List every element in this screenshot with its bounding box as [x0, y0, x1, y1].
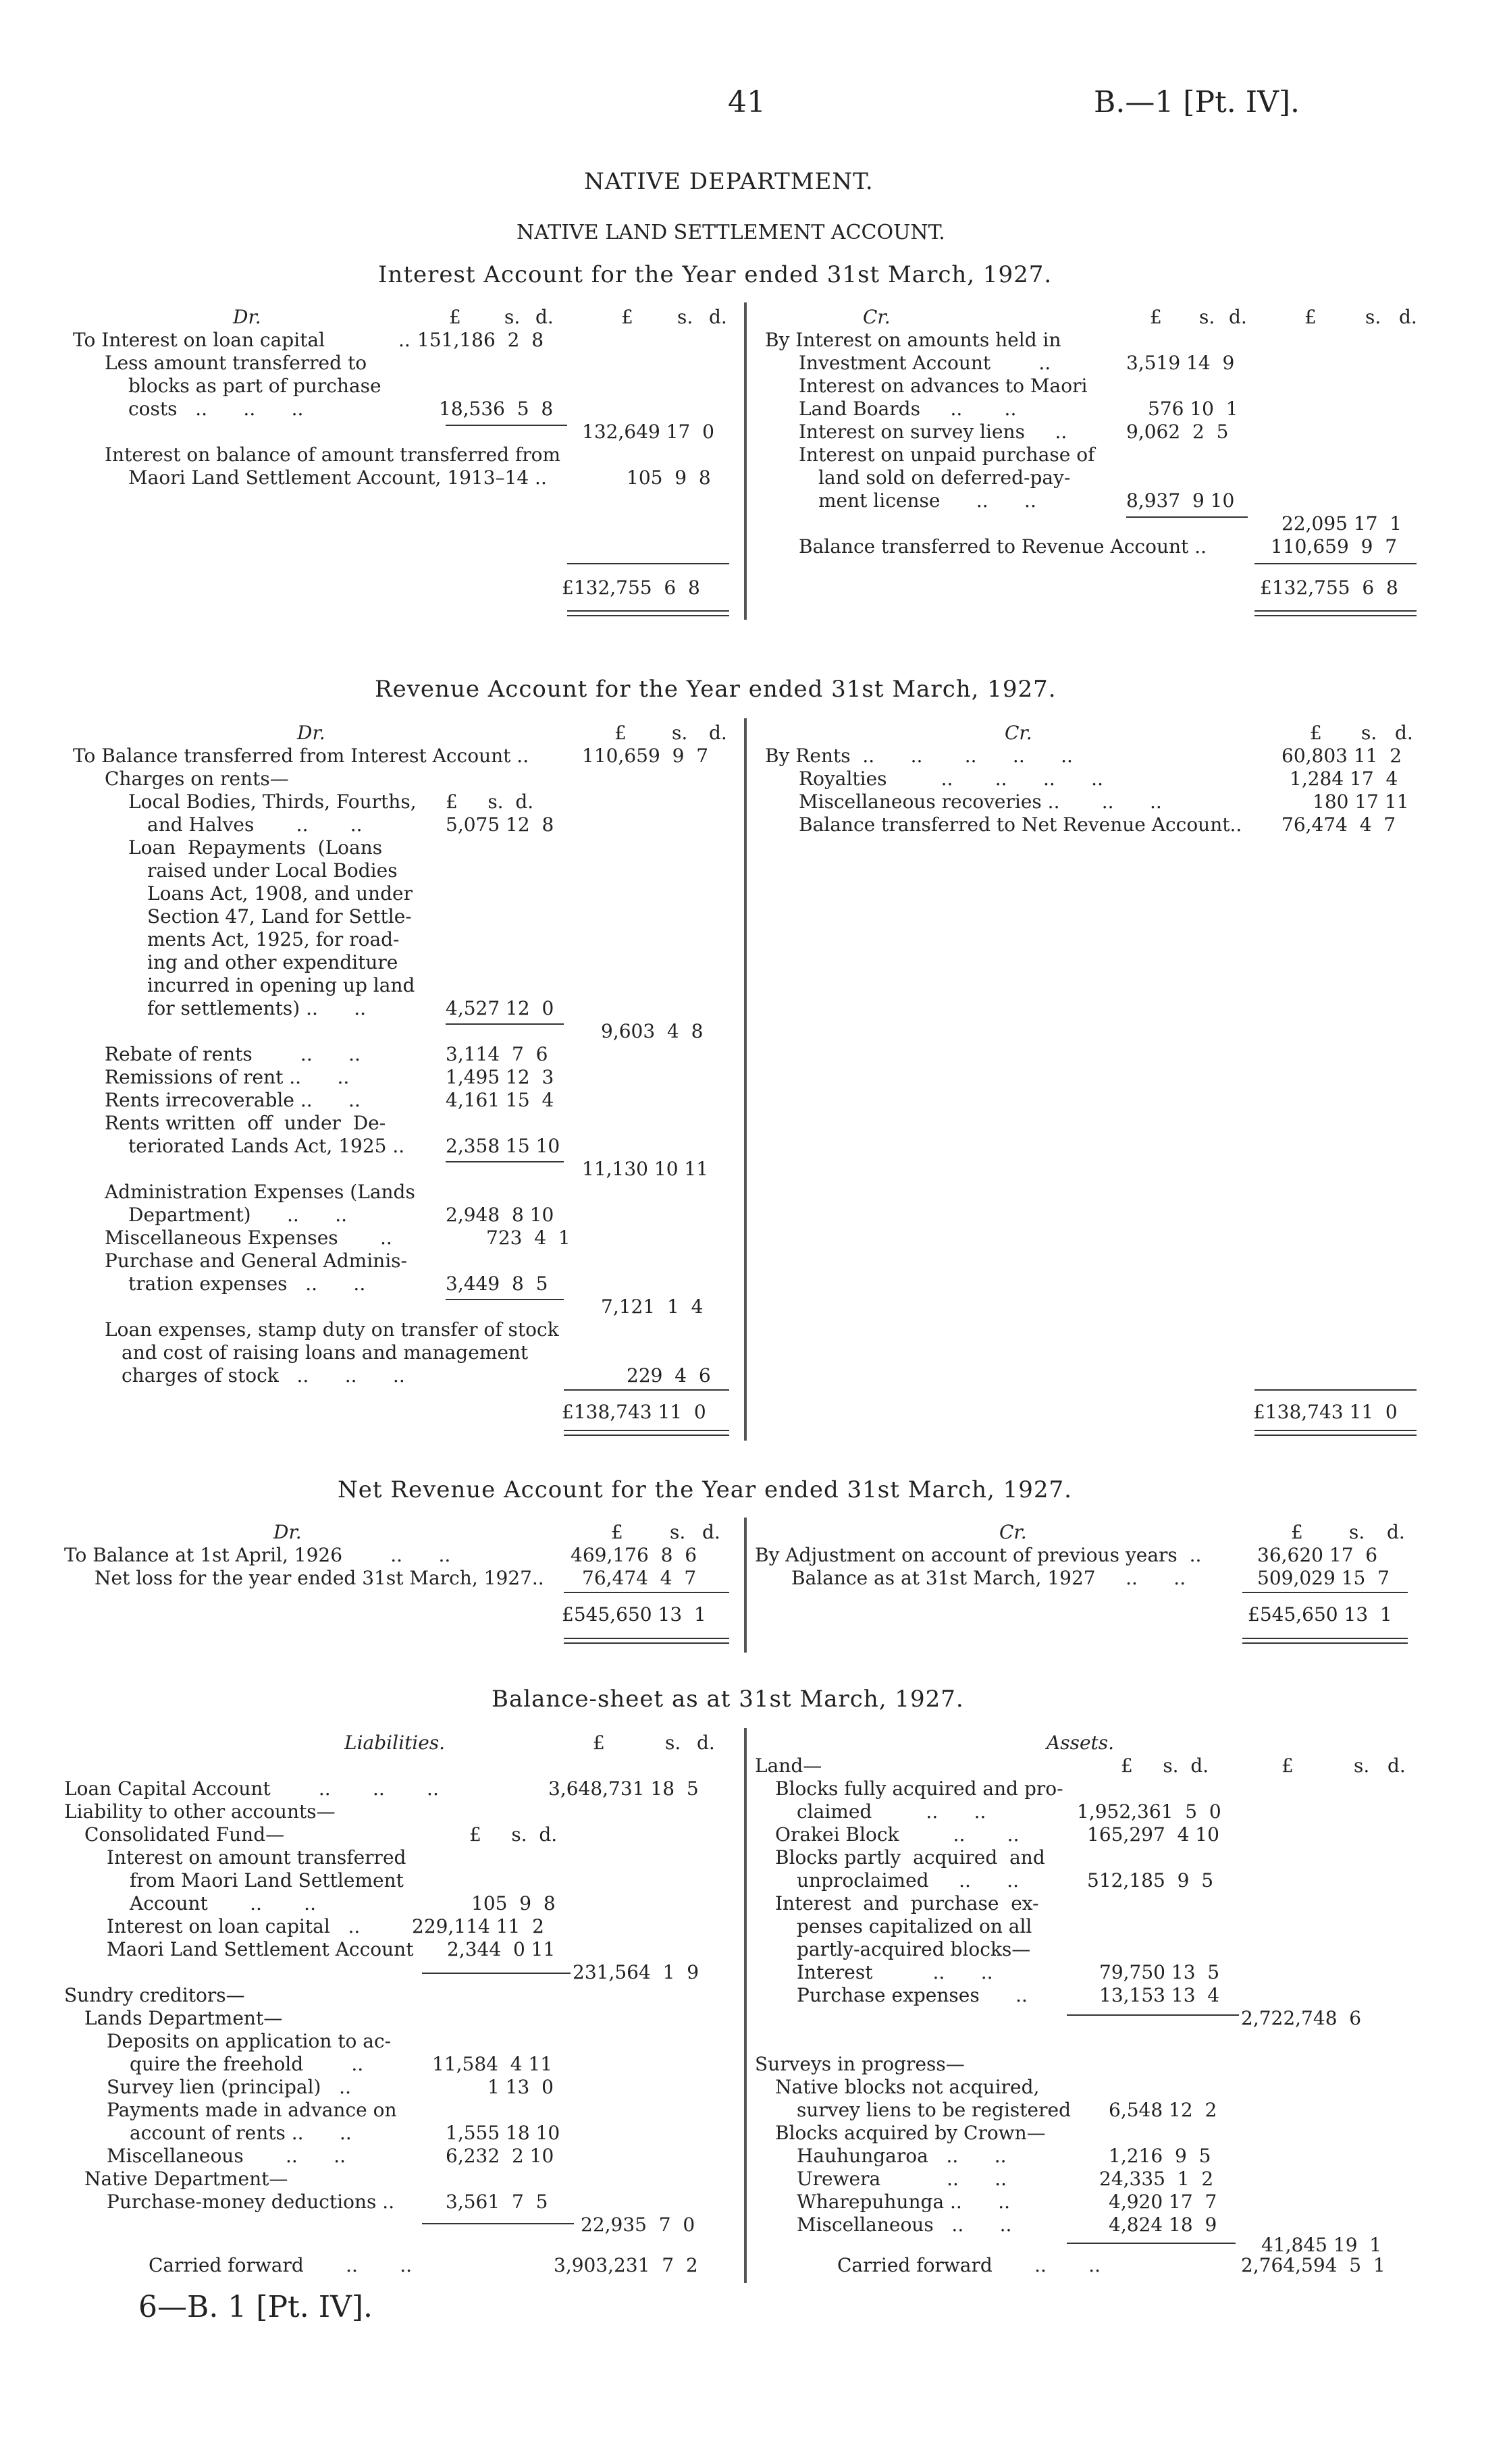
col-shillings: s.: [1365, 306, 1381, 328]
subtotal-rule: [446, 1161, 564, 1162]
entry-amount: 105 9 8: [471, 1892, 556, 1914]
total-double-rule: [564, 1430, 729, 1431]
col-pounds: £: [1150, 306, 1162, 328]
carried-forward-amount: 2,764,594 5 1: [1241, 2254, 1385, 2276]
entry-label: Local Bodies, Thirds, Fourths,: [128, 791, 417, 813]
entry-amount: 7,121 1 4: [601, 1295, 704, 1318]
col-pounds: £: [611, 1521, 623, 1543]
entry-label: Miscellaneous .. ..: [107, 2145, 346, 2167]
entry-label: Blocks acquired by Crown—: [775, 2122, 1046, 2144]
entry-label: Loan Repayments (Loans: [128, 836, 383, 859]
col-pence: d.: [702, 1521, 720, 1543]
entry-label: Purchase and General Adminis-: [105, 1250, 407, 1272]
entry-amount: 76,474 4 7: [582, 1567, 697, 1589]
col-pence: d.: [697, 1732, 715, 1754]
entry-label: unproclaimed .. ..: [797, 1869, 1020, 1892]
entry-amount: 1,555 18 10: [446, 2122, 560, 2144]
entry-amount: 8,937 9 10: [1126, 489, 1235, 512]
column-divider: [744, 1518, 747, 1653]
total-double-rule: [564, 1642, 729, 1644]
debit-heading: Dr.: [233, 306, 261, 328]
entry-amount: 1,495 12 3: [446, 1066, 554, 1088]
entry-label: Interest on amount transferred: [107, 1846, 406, 1869]
entry-amount: 6,232 2 10: [446, 2145, 554, 2167]
col-pence: d.: [1399, 306, 1417, 328]
col-pounds: £: [614, 722, 627, 744]
entry-label: penses capitalized on all: [797, 1915, 1032, 1937]
col-pounds: £: [1304, 306, 1317, 328]
col-heading: £ s. d.: [446, 791, 534, 813]
entry-label: Native Department—: [84, 2168, 288, 2190]
total-rule: [564, 1592, 729, 1593]
entry-label: blocks as part of purchase: [128, 375, 381, 397]
entry-amount: 509,029 15 7: [1257, 1567, 1390, 1589]
entry-amount: 4,920 17 7: [1109, 2191, 1217, 2213]
entry-label: To Balance at 1st April, 1926 .. ..: [64, 1544, 451, 1566]
column-divider: [744, 1728, 747, 2283]
total-double-rule: [564, 1638, 729, 1639]
entry-label: Blocks partly acquired and: [775, 1846, 1045, 1869]
subtotal-rule: [446, 425, 567, 426]
col-pounds: £: [1291, 1521, 1303, 1543]
entry-amount: 3,114 7 6: [446, 1043, 548, 1065]
entry-label: By Interest on amounts held in: [765, 329, 1061, 351]
col-pence: d.: [1387, 1755, 1406, 1777]
entry-label: Interest on balance of amount transferred from: [105, 444, 561, 466]
col-shillings: s.: [504, 306, 521, 328]
total-rule: [567, 563, 729, 564]
entry-amount: 4,161 15 4: [446, 1089, 554, 1111]
entry-amount: 2,722,748 6: [1241, 2007, 1362, 2029]
credit-total: £138,743 11 0: [1253, 1401, 1398, 1423]
entry-amount: 3,648,731 18 5: [548, 1777, 699, 1800]
carried-forward-amount: 3,903,231 7 2: [554, 2254, 698, 2276]
entry-amount: 132,649 17 0: [582, 421, 714, 443]
entry-label: and Halves .. ..: [147, 813, 363, 836]
total-rule: [564, 1389, 729, 1391]
col-pounds: £: [1281, 1755, 1294, 1777]
entry-label: Survey lien (principal) ..: [107, 2076, 351, 2098]
entry-amount: 180 17 11: [1313, 791, 1409, 813]
entry-label: survey liens to be registered: [797, 2099, 1071, 2121]
entry-amount: 18,536 5 8: [439, 398, 554, 420]
col-pence: d.: [709, 306, 727, 328]
entry-amount: 3,519 14 9: [1126, 352, 1235, 374]
total-rule: [1254, 1389, 1417, 1391]
col-pence: d.: [535, 306, 554, 328]
entry-amount: 1 13 0: [487, 2076, 554, 2098]
entry-amount: 60,803 11 2: [1281, 745, 1402, 767]
total-double-rule: [567, 610, 729, 612]
entry-amount: 1,952,361 5 0: [1077, 1800, 1221, 1823]
entry-label: Interest on loan capital ..: [107, 1915, 361, 1937]
entry-label: Interest on unpaid purchase of: [799, 444, 1095, 466]
entry-amount: 2,344 0 11: [447, 1938, 556, 1960]
entry-label: Balance as at 31st March, 1927 .. ..: [791, 1567, 1186, 1589]
entry-amount: 24,335 1 2: [1099, 2168, 1214, 2190]
entry-label: Deposits on application to ac-: [107, 2030, 392, 2052]
entry-label: Hauhungaroa .. ..: [797, 2145, 1007, 2167]
interest-account-title: Interest Account for the Year ended 31st March, 1927.: [378, 261, 1053, 288]
col-pence: d.: [709, 722, 727, 744]
entry-label: Lands Department—: [84, 2007, 283, 2029]
entry-label: and cost of raising loans and management: [122, 1341, 529, 1364]
entry-label: Rebate of rents .. ..: [105, 1043, 361, 1065]
subtotal-rule: [1126, 516, 1248, 518]
column-divider: [744, 302, 747, 620]
col-pounds: £: [593, 1732, 605, 1754]
entry-label: Loans Act, 1908, and under: [147, 882, 413, 905]
entry-label: By Adjustment on account of previous years ..: [755, 1544, 1202, 1566]
col-heading: £ s. d.: [1121, 1755, 1209, 1777]
entry-amount: 9,603 4 8: [601, 1020, 704, 1042]
entry-label: Interest on survey liens ..: [799, 421, 1067, 443]
entry-label: Section 47, Land for Settle-: [147, 905, 412, 928]
entry-label: Loan Capital Account .. .. ..: [64, 1777, 439, 1800]
entry-label: quire the freehold ..: [130, 2053, 364, 2075]
entry-amount: 165,297 4 10: [1087, 1823, 1219, 1846]
entry-amount: 79,750 13 5: [1099, 1961, 1220, 1983]
entry-label: charges of stock .. .. ..: [122, 1364, 405, 1387]
col-shillings: s.: [670, 1521, 686, 1543]
column-divider: [744, 718, 747, 1441]
total-double-rule: [1242, 1642, 1408, 1644]
total-double-rule: [564, 1435, 729, 1436]
total-double-rule: [1254, 615, 1417, 616]
entry-amount: 110,659 9 7: [582, 745, 709, 767]
total-double-rule: [1254, 610, 1417, 612]
entry-amount: 11,584 4 11: [432, 2053, 553, 2075]
total-double-rule: [1242, 1638, 1408, 1639]
debit-heading: Dr.: [273, 1521, 302, 1543]
entry-label: Blocks fully acquired and pro-: [775, 1777, 1063, 1800]
entry-label: Royalties .. .. .. ..: [799, 768, 1103, 790]
entry-label: Maori Land Settlement Account, 1913–14 ..: [128, 466, 547, 489]
entry-amount: 4,527 12 0: [446, 997, 554, 1019]
col-pounds: £: [621, 306, 633, 328]
entry-amount: 151,186 2 8: [417, 329, 544, 351]
entry-amount: 22,095 17 1: [1281, 512, 1402, 535]
entry-label: Net loss for the year ended 31st March, 1927..: [95, 1567, 544, 1589]
entry-label: tration expenses .. ..: [128, 1273, 366, 1295]
entry-label: Purchase-money deductions ..: [107, 2191, 395, 2213]
col-shillings: s.: [665, 1732, 681, 1754]
entry-label: Charges on rents—: [105, 768, 289, 790]
entry-label: Department) .. ..: [128, 1204, 348, 1226]
entry-amount: 9,062 2 5: [1126, 421, 1229, 443]
entry-label: Miscellaneous recoveries .. .. ..: [799, 791, 1162, 813]
entry-label: land sold on deferred-pay-: [818, 466, 1071, 489]
entry-amount: 576 10 1: [1148, 398, 1238, 420]
page-number: 41: [728, 85, 766, 119]
subtotal-rule: [1067, 2014, 1239, 2016]
entry-label: Native blocks not acquired,: [775, 2076, 1040, 2098]
col-pence: d.: [1229, 306, 1247, 328]
entry-label: Account .. ..: [130, 1892, 316, 1914]
entry-label: Sundry creditors—: [64, 1984, 245, 2006]
col-shillings: s.: [1354, 1755, 1370, 1777]
entry-label: Less amount transferred to: [105, 352, 367, 374]
entry-label: Urewera .. ..: [797, 2168, 1007, 2190]
col-pounds: £: [449, 306, 461, 328]
subtotal-rule: [422, 1973, 571, 1974]
entry-label: incurred in opening up land: [147, 974, 415, 996]
entry-label: Administration Expenses (Lands: [105, 1181, 415, 1203]
col-pounds: £: [1310, 722, 1322, 744]
liabilities-heading: Liabilities.: [344, 1732, 446, 1754]
entry-label: teriorated Lands Act, 1925 ..: [128, 1135, 405, 1157]
assets-heading: Assets.: [1047, 1732, 1115, 1754]
entry-label: Land—: [755, 1755, 822, 1777]
total-double-rule: [1254, 1430, 1417, 1431]
total-double-rule: [1254, 1435, 1417, 1436]
col-pence: d.: [1395, 722, 1413, 744]
balance-sheet-title: Balance-sheet as at 31st March, 1927.: [492, 1686, 964, 1713]
revenue-account-title: Revenue Account for the Year ended 31st March, 1927.: [375, 676, 1057, 703]
entry-label: Orakei Block .. ..: [775, 1823, 1020, 1846]
col-shillings: s.: [1349, 1521, 1365, 1543]
entry-label: Liability to other accounts—: [64, 1800, 336, 1823]
entry-label: Maori Land Settlement Account: [107, 1938, 414, 1960]
entry-amount: 3,561 7 5: [446, 2191, 548, 2213]
leader-dots: ..: [398, 329, 411, 351]
entry-label: Wharepuhunga .. ..: [797, 2191, 1011, 2213]
entry-label: Balance transferred to Revenue Account ..: [799, 535, 1207, 558]
entry-amount: 41,845 19 1: [1261, 2234, 1382, 2256]
entry-label: raised under Local Bodies: [147, 859, 398, 882]
entry-amount: 36,620 17 6: [1257, 1544, 1378, 1566]
entry-label: Land Boards .. ..: [799, 398, 1017, 420]
net-revenue-title: Net Revenue Account for the Year ended 31st March, 1927.: [338, 1476, 1072, 1503]
entry-label: Payments made in advance on: [107, 2099, 397, 2121]
entry-label: account of rents .. ..: [130, 2122, 352, 2144]
entry-amount: 469,176 8 6: [571, 1544, 697, 1566]
col-shillings: s.: [1361, 722, 1377, 744]
subtotal-rule: [422, 2223, 574, 2224]
total-double-rule: [567, 615, 729, 616]
entry-label: claimed .. ..: [797, 1800, 986, 1823]
entry-amount: 6,548 12 2: [1109, 2099, 1217, 2121]
col-shillings: s.: [1199, 306, 1215, 328]
entry-amount: 231,564 1 9: [573, 1961, 699, 1983]
entry-label: ing and other expenditure: [147, 951, 398, 973]
entry-amount: 229,114 11 2: [412, 1915, 544, 1937]
entry-label: Investment Account ..: [799, 352, 1051, 374]
entry-label: Purchase expenses ..: [797, 1984, 1028, 2006]
carried-forward-label: Carried forward .. ..: [837, 2254, 1101, 2276]
entry-amount: 13,153 13 4: [1099, 1984, 1220, 2006]
entry-label: Miscellaneous Expenses ..: [105, 1227, 392, 1249]
entry-label: costs .. .. ..: [128, 398, 304, 420]
entry-label: for settlements) .. ..: [147, 997, 367, 1019]
entry-amount: 3,449 8 5: [446, 1273, 548, 1295]
entry-label: ment license .. ..: [818, 489, 1036, 512]
entry-amount: 512,185 9 5: [1087, 1869, 1214, 1892]
entry-label: To Interest on loan capital: [73, 329, 325, 351]
total-rule: [1254, 563, 1417, 564]
credit-heading: Cr.: [999, 1521, 1027, 1543]
entry-amount: 1,216 9 5: [1109, 2145, 1211, 2167]
debit-heading: Dr.: [297, 722, 325, 744]
entry-label: Loan expenses, stamp duty on transfer of stock: [105, 1318, 559, 1341]
entry-label: To Balance transferred from Interest Account ..: [73, 745, 529, 767]
credit-heading: Cr.: [863, 306, 891, 328]
department-title: NATIVE DEPARTMENT.: [584, 168, 874, 195]
entry-label: Interest and purchase ex-: [775, 1892, 1039, 1914]
entry-amount: 22,935 7 0: [581, 2214, 695, 2236]
entry-label: Rents irrecoverable .. ..: [105, 1089, 361, 1111]
entry-amount: 110,659 9 7: [1271, 535, 1398, 558]
document-reference: B.—1 [Pt. IV].: [1094, 85, 1300, 119]
col-heading: £ s. d.: [469, 1823, 558, 1846]
credit-total: £545,650 13 1: [1248, 1603, 1392, 1626]
entry-amount: 2,948 8 10: [446, 1204, 554, 1226]
entry-label: from Maori Land Settlement: [130, 1869, 404, 1892]
debit-total: £138,743 11 0: [562, 1401, 706, 1423]
entry-amount: 723 4 1: [486, 1227, 571, 1249]
entry-label: partly-acquired blocks—: [797, 1938, 1031, 1960]
entry-label: Miscellaneous .. ..: [797, 2214, 1012, 2236]
subtotal-rule: [446, 1299, 564, 1300]
entry-amount: 105 9 8: [627, 466, 711, 489]
total-rule: [1242, 1592, 1408, 1593]
entry-amount: 229 4 6: [627, 1364, 711, 1387]
col-shillings: s.: [672, 722, 688, 744]
entry-amount: 4,824 18 9: [1109, 2214, 1217, 2236]
subtotal-rule: [446, 1023, 564, 1025]
debit-total: £545,650 13 1: [562, 1603, 706, 1626]
credit-total: £132,755 6 8: [1260, 577, 1398, 599]
col-pence: d.: [1387, 1521, 1405, 1543]
entry-label: Interest .. ..: [797, 1961, 993, 1983]
entry-amount: 11,130 10 11: [582, 1158, 709, 1180]
entry-amount: 5,075 12 8: [446, 813, 554, 836]
signature-mark: 6—B. 1 [Pt. IV].: [138, 2290, 373, 2324]
entry-label: Consolidated Fund—: [84, 1823, 285, 1846]
credit-heading: Cr.: [1005, 722, 1032, 744]
entry-label: By Rents .. .. .. .. ..: [765, 745, 1073, 767]
subtotal-rule: [1067, 2243, 1236, 2244]
account-title: NATIVE LAND SETTLEMENT ACCOUNT.: [517, 221, 945, 244]
entry-amount: 76,474 4 7: [1281, 813, 1396, 836]
entry-label: Remissions of rent .. ..: [105, 1066, 350, 1088]
entry-label: Interest on advances to Maori: [799, 375, 1088, 397]
entry-amount: 2,358 15 10: [446, 1135, 560, 1157]
entry-label: Surveys in progress—: [755, 2053, 965, 2075]
carried-forward-label: Carried forward .. ..: [149, 2254, 413, 2276]
entry-label: Balance transferred to Net Revenue Account..: [799, 813, 1242, 836]
entry-label: Rents written off under De-: [105, 1112, 386, 1134]
debit-total: £132,755 6 8: [562, 577, 700, 599]
col-shillings: s.: [677, 306, 693, 328]
entry-label: ments Act, 1925, for road-: [147, 928, 400, 950]
entry-amount: 1,284 17 4: [1290, 768, 1398, 790]
